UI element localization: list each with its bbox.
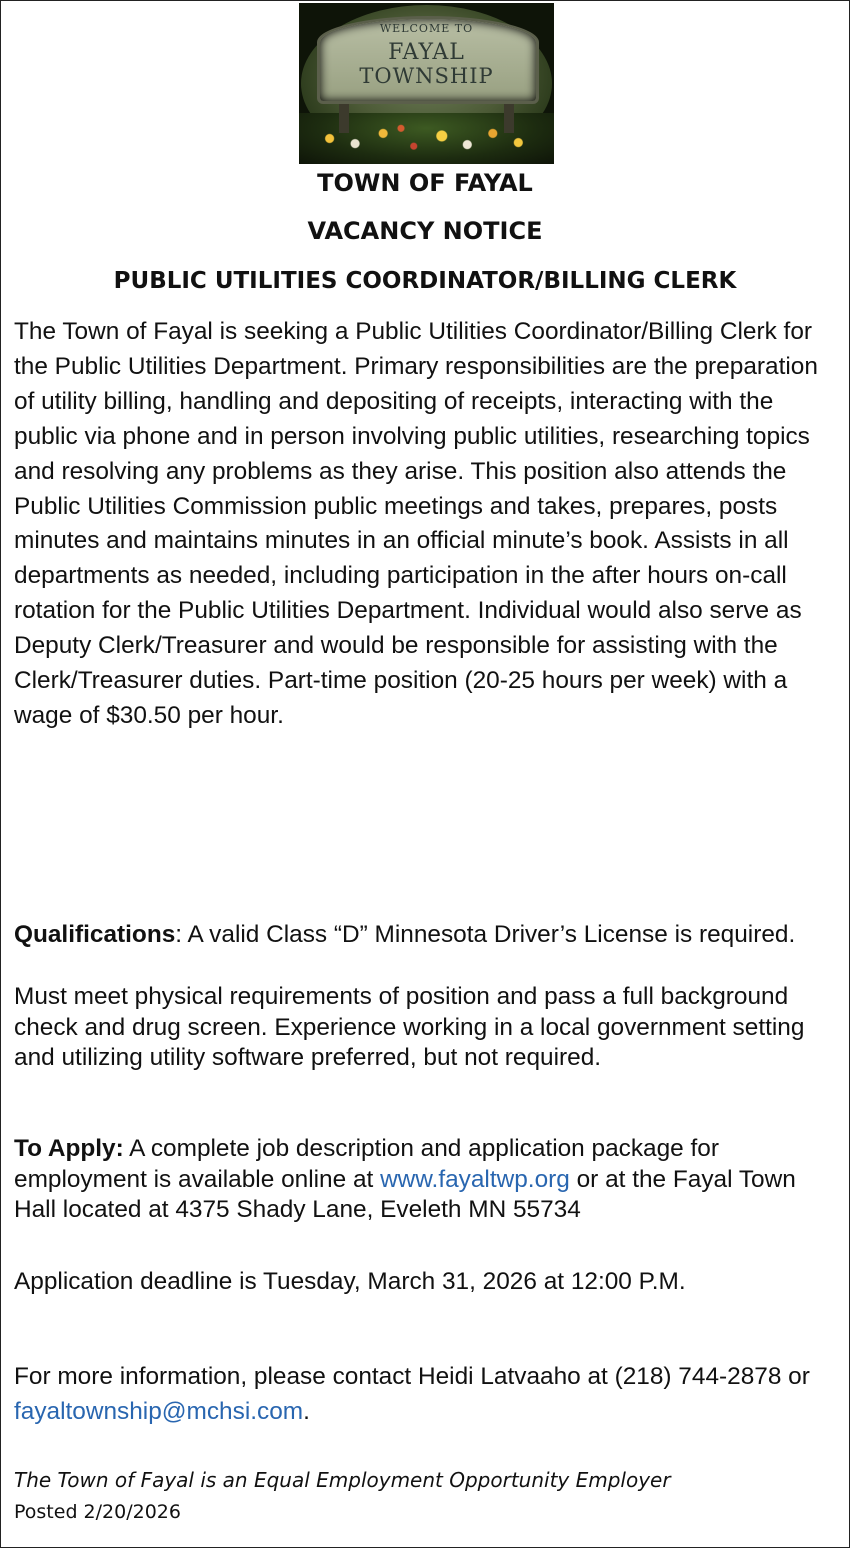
contact-paragraph — [14, 1360, 838, 1430]
welcome-sign-logo — [299, 3, 554, 164]
contact-period: . — [303, 1397, 310, 1425]
apply-address-text: or at the Fayal Town Hall located at 4375 Shady Lane, Eveleth MN 55734 — [14, 1165, 796, 1223]
job-description: The Town of Fayal is seeking a Public Utilities Coordinator/Billing Clerk for the Public Utilities Department. Primary responsibilities are the preparation of utility billing, handling and depositing of receipts, interacting with the public via phone and in person involving public utilities, researching topics and resolving any problems as they arise. This position also attends the Public Utilities Commission public meetings and takes, prepares, posts minutes and maintains minutes in an official minute’s book. Assists in all departments as needed, including participation in the after hours on-call rotation for the Public Utilities Department. Individual would also serve as Deputy Clerk/Treasurer and would be responsible for assisting with the Clerk/Treasurer duties. Part-time position (20-25 hours per week) with a wage of $30.50 per hour. — [14, 318, 818, 729]
application-deadline: Application deadline is Tuesday, March 31, 2026 at 12:00 P.M. — [14, 1268, 686, 1295]
website-link[interactable]: www.fayaltwp.org — [380, 1165, 570, 1193]
qualifications-text: : A valid Class “D” Minnesota Driver’s License is required. — [175, 921, 796, 948]
qualifications-label: Qualifications — [14, 921, 176, 948]
posted-date: Posted 2/20/2026 — [14, 1501, 181, 1523]
apply-paragraph — [14, 1134, 838, 1226]
logo-text-township: TOWNSHIP — [359, 64, 494, 88]
logo-text-fayal: FAYAL — [388, 40, 465, 65]
logo-text-welcome: WELCOME TO — [379, 22, 474, 35]
apply-text: A complete job description and application package for employment is available online at — [14, 1135, 719, 1193]
position-heading: PUBLIC UTILITIES COORDINATOR/BILLING CLERK — [113, 268, 737, 294]
town-heading: TOWN OF FAYAL — [317, 169, 533, 197]
notice-heading: VACANCY NOTICE — [307, 217, 543, 245]
qualifications-paragraph — [14, 920, 838, 951]
logo-flower-bed — [299, 113, 554, 164]
apply-label: To Apply: — [14, 1135, 124, 1162]
contact-text: For more information, please contact Heidi Latvaaho at (218) 744-2878 or — [14, 1363, 810, 1390]
qualifications-requirements: Must meet physical requirements of position and pass a full background check and drug screen. Experience working in a local government setting and utilizing utility software preferred, but not required. — [14, 983, 805, 1071]
email-link[interactable]: fayaltownship@mchsi.com — [14, 1397, 304, 1425]
eeo-statement: The Town of Fayal is an Equal Employment Opportunity Employer — [14, 1468, 671, 1492]
